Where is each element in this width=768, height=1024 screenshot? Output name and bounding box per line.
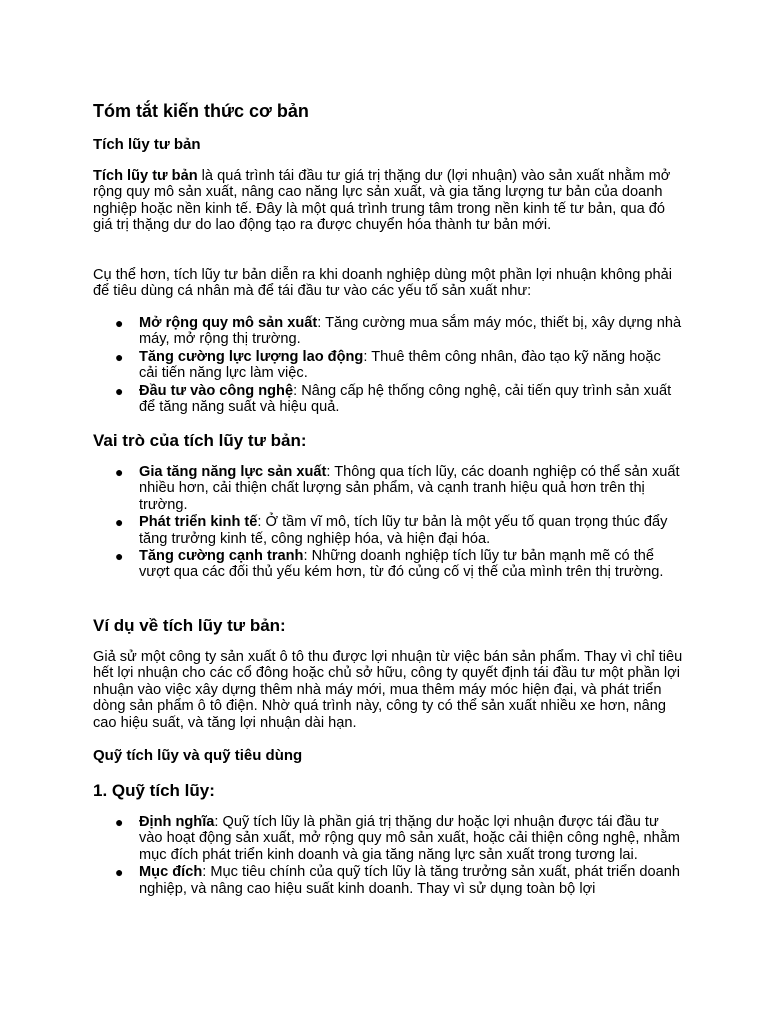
definition-text: là quá trình tái đầu tư giá trị thặng dư (lợi nhuận) vào sản xuất nhằm mở rộng quy mô sản xuất, nâng cao năng lực sản xuất, và gia tăng lượng tư bản của doanh nghiệp hoặc nền kinh tế. Đây là một quá trình trung tâm trong nền kinh tế tư bản, qua đó giá trị thặng dư do lao động tạo ra được chuyển hóa thành tư bản mới. — [93, 168, 671, 234]
bullet-icon: ● — [115, 548, 124, 565]
paragraph-detail: Cụ thể hơn, tích lũy tư bản diễn ra khi doanh nghiệp dùng một phần lợi nhuận không phải để tiêu dùng cá nhân mà để tái đầu tư vào các yếu tố sản xuất như: — [93, 267, 673, 300]
bullet-icon: ● — [115, 315, 124, 331]
bullet-icon: ● — [115, 382, 124, 399]
list-item: ● Định nghĩa: Quỹ tích lũy là phần giá trị thặng dư hoặc lợi nhuận được tái đầu tư vào hoạt động sản xuất, mở rộng quy mô sản xuất, hoặc cải thiện công nghệ, nhằm mục đích phát triển kinh doanh và gia tăng năng lực sản xuất trong tương lai. — [115, 814, 680, 863]
bullet-icon: ● — [115, 814, 124, 830]
subheading-quy-tich-luy: 1. Quỹ tích lũy: — [93, 781, 215, 800]
paragraph-example: Giả sử một công ty sản xuất ô tô thu được lợi nhuận từ việc bán sản phẩm. Thay vì chỉ tiêu hết lợi nhuận cho các cổ đông hoặc chủ sở hữu, công ty quyết định tái đầu tư một phần lợi nhuận vào việc xây dựng thêm nhà máy mới, mua thêm máy móc hiện đại, và phát triển dòng sản phẩm ô tô điện. Nhờ quá trình này, công ty có thể sản xuất nhiều xe hơn, nâng cao hiệu suất, và tăng lợi nhuận dài hạn. — [93, 649, 683, 731]
section-heading-vai-tro: Vai trò của tích lũy tư bản: — [93, 431, 307, 450]
bullet-icon: ● — [115, 864, 124, 881]
term-bold: Tích lũy tư bản — [93, 168, 198, 184]
section-heading-quy: Quỹ tích lũy và quỹ tiêu dùng — [93, 747, 303, 764]
bullet-icon: ● — [115, 348, 124, 365]
list-item: ● Đầu tư vào công nghệ: Nâng cấp hệ thống công nghệ, cải tiến quy trình sản xuất để tăng năng suất và hiệu quả. — [115, 382, 672, 416]
list-production-factors — [93, 315, 683, 416]
page-title: Tóm tắt kiến thức cơ bản — [93, 101, 309, 121]
bullet-icon: ● — [115, 464, 124, 480]
list-item: ● Mục đích: Mục tiêu chính của quỹ tích lũy là tăng trưởng sản xuất, phát triển doanh nghiệp, và nâng cao hiệu suất kinh doanh. Thay vì sử dụng toàn bộ lợi — [115, 864, 680, 897]
section-heading-tich-luy: Tích lũy tư bản — [93, 136, 201, 153]
list-item: ● Mở rộng quy mô sản xuất: Tăng cường mua sắm máy móc, thiết bị, xây dựng nhà máy, mở rộng thị trường. — [115, 315, 682, 348]
bullet-icon: ● — [115, 514, 124, 531]
section-heading-vi-du: Ví dụ về tích lũy tư bản: — [93, 616, 286, 635]
list-item: ● Tăng cường lực lượng lao động: Thuê thêm công nhân, đào tạo kỹ năng hoặc cải tiến năng lực làm việc. — [115, 348, 661, 382]
list-fund-details — [93, 814, 683, 898]
list-item: ● Tăng cường cạnh tranh: Những doanh nghiệp tích lũy tư bản mạnh mẽ có thể vượt qua các đối thủ yếu kém hơn, từ đó củng cố vị thế của mình trên thị trường. — [115, 548, 664, 581]
paragraph-definition — [93, 168, 683, 234]
list-item: ● Phát triển kinh tế: Ở tầm vĩ mô, tích lũy tư bản là một yếu tố quan trọng thúc đẩy tăng trưởng kinh tế, công nghiệp hóa, và hiện đại hóa. — [115, 514, 668, 547]
list-item: ● Gia tăng năng lực sản xuất: Thông qua tích lũy, các doanh nghiệp có thể sản xuất nhiều hơn, cải thiện chất lượng sản phẩm, và cạnh tranh hiệu quả hơn trên thị trường. — [115, 464, 680, 513]
list-roles — [93, 464, 683, 582]
